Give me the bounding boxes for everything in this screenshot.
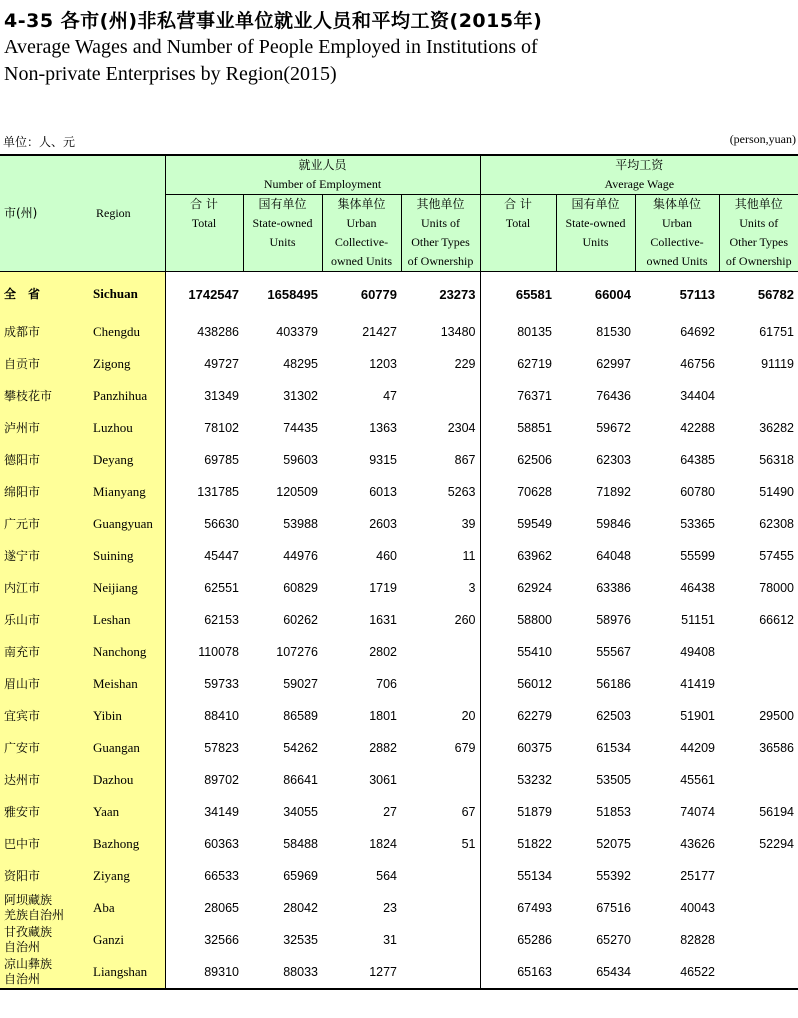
header-employment xyxy=(165,155,480,195)
header-wage-col-1-cn: 合 计 xyxy=(504,197,532,211)
value-cell: 66004 xyxy=(594,286,631,302)
region-name-en: Yibin xyxy=(84,700,165,732)
value-cell: 57823 xyxy=(165,732,243,764)
region-name-cn: 宜宾市 xyxy=(0,700,84,732)
value-cell: 438286 xyxy=(165,316,243,348)
value-cell: 1824 xyxy=(369,837,397,851)
region-name-en: Leshan xyxy=(84,604,165,636)
value-cell: 59027 xyxy=(283,677,318,691)
header-emp-col-2-cn: 国有单位 xyxy=(258,197,307,211)
header-emp-col-4 xyxy=(401,195,480,272)
region-name-cn: 攀枝花市 xyxy=(0,380,84,412)
header-wage-col-3 xyxy=(635,195,719,272)
value-cell: 63962 xyxy=(480,540,556,572)
header-wage-col-2-l1: State-owned xyxy=(565,216,626,230)
value-cell: 55410 xyxy=(480,636,556,668)
value-cell: 34149 xyxy=(165,796,243,828)
value-cell: 32535 xyxy=(283,933,318,947)
header-emp-col-1-cn: 合 计 xyxy=(190,197,218,211)
value-cell: 64385 xyxy=(680,453,715,467)
value-cell: 51151 xyxy=(681,613,715,627)
value-cell: 53232 xyxy=(480,764,556,796)
value-cell: 1719 xyxy=(369,581,397,595)
value-cell: 56782 xyxy=(757,286,794,302)
value-cell: 706 xyxy=(376,677,397,691)
table-row xyxy=(0,892,798,924)
value-cell: 62551 xyxy=(165,572,243,604)
value-cell: 91119 xyxy=(761,357,794,371)
value-cell: 88033 xyxy=(243,956,322,989)
value-cell: 86589 xyxy=(283,709,318,723)
value-cell: 63386 xyxy=(596,581,631,595)
value-cell: 59733 xyxy=(165,668,243,700)
value-cell: 62506 xyxy=(480,444,556,476)
value-cell: 49408 xyxy=(680,645,715,659)
value-cell: 65286 xyxy=(480,924,556,956)
value-cell: 62997 xyxy=(596,357,631,371)
table-row xyxy=(0,668,798,700)
region-name-cn: 自贡市 xyxy=(0,348,84,380)
value-cell: 110078 xyxy=(165,636,243,668)
header-emp-col-2-l1: State-owned xyxy=(252,216,313,230)
value-cell: 43626 xyxy=(680,837,715,851)
value-cell: 60375 xyxy=(480,732,556,764)
region-name-cn: 全 省 xyxy=(0,272,84,317)
value-cell xyxy=(719,668,798,700)
value-cell: 64048 xyxy=(596,549,631,563)
region-name-cn: 泸州市 xyxy=(0,412,84,444)
value-cell: 52294 xyxy=(759,837,794,851)
region-name-cn xyxy=(0,892,84,924)
region-name-en: Suining xyxy=(84,540,165,572)
value-cell: 59549 xyxy=(480,508,556,540)
value-cell xyxy=(719,380,798,412)
region-name-cn-line2: 自治州 xyxy=(4,940,41,954)
value-cell: 66612 xyxy=(759,613,794,627)
value-cell: 29500 xyxy=(759,709,794,723)
table-row xyxy=(0,540,798,572)
value-cell: 54262 xyxy=(283,741,318,755)
value-cell: 60363 xyxy=(165,828,243,860)
value-cell: 1742547 xyxy=(165,272,243,317)
region-name-en: Guangan xyxy=(84,732,165,764)
table-row xyxy=(0,476,798,508)
value-cell: 13480 xyxy=(440,325,476,339)
value-cell: 5263 xyxy=(447,485,476,499)
table-row xyxy=(0,348,798,380)
value-cell: 60779 xyxy=(360,286,397,302)
header-wage-col-4-l3: of Ownership xyxy=(725,254,792,268)
region-name-cn: 绵阳市 xyxy=(0,476,84,508)
value-cell: 67516 xyxy=(596,901,631,915)
value-cell: 55134 xyxy=(480,860,556,892)
value-cell: 31302 xyxy=(283,389,318,403)
region-name-cn: 巴中市 xyxy=(0,828,84,860)
value-cell: 45447 xyxy=(165,540,243,572)
value-cell: 1631 xyxy=(369,613,397,627)
region-name-en: Deyang xyxy=(84,444,165,476)
value-cell: 58800 xyxy=(480,604,556,636)
region-name-cn: 内江市 xyxy=(0,572,84,604)
value-cell: 23273 xyxy=(439,286,476,302)
header-wage-col-2-cn: 国有单位 xyxy=(571,197,620,211)
header-emp-col-3-l3: owned Units xyxy=(331,254,392,268)
value-cell: 34055 xyxy=(283,805,318,819)
value-cell: 65434 xyxy=(556,956,635,989)
value-cell: 120509 xyxy=(276,485,318,499)
value-cell: 65270 xyxy=(596,933,631,947)
value-cell: 53365 xyxy=(680,517,715,531)
region-name-en: Dazhou xyxy=(84,764,165,796)
header-wage-col-1-l1: Total xyxy=(505,216,531,230)
value-cell: 3061 xyxy=(369,773,397,787)
value-cell: 59603 xyxy=(283,453,318,467)
header-emp-col-1 xyxy=(165,195,243,272)
value-cell: 55392 xyxy=(596,869,631,883)
value-cell: 46756 xyxy=(680,357,715,371)
table-row xyxy=(0,764,798,796)
value-cell: 62303 xyxy=(596,453,631,467)
value-cell: 65581 xyxy=(480,272,556,317)
value-cell: 51822 xyxy=(480,828,556,860)
value-cell: 58976 xyxy=(596,613,631,627)
page-title-en-line2: Non-private Enterprises by Region(2015) xyxy=(4,63,337,85)
value-cell: 89702 xyxy=(165,764,243,796)
value-cell: 61534 xyxy=(596,741,631,755)
value-cell: 1363 xyxy=(369,421,397,435)
table-row xyxy=(0,316,798,348)
value-cell: 51 xyxy=(461,837,476,851)
value-cell: 460 xyxy=(376,549,397,563)
value-cell: 65163 xyxy=(480,956,556,989)
value-cell: 58488 xyxy=(283,837,318,851)
value-cell: 229 xyxy=(454,357,476,371)
value-cell: 23 xyxy=(383,901,397,915)
value-cell: 57113 xyxy=(679,286,715,302)
value-cell: 89310 xyxy=(165,956,243,989)
header-emp-col-2-l2: Units xyxy=(269,235,296,249)
region-name-en: Panzhihua xyxy=(84,380,165,412)
region-name-cn-line2: 羌族自治州 xyxy=(4,908,65,922)
header-wage-col-2 xyxy=(556,195,635,272)
table-row xyxy=(0,860,798,892)
value-cell xyxy=(401,668,480,700)
region-name-cn-line1: 阿坝藏族 xyxy=(4,893,53,907)
value-cell xyxy=(401,380,480,412)
header-emp-col-3 xyxy=(322,195,401,272)
value-cell xyxy=(719,860,798,892)
region-name-en: Sichuan xyxy=(84,272,165,317)
value-cell xyxy=(401,924,480,956)
header-region-en: Region xyxy=(84,155,165,272)
region-name-cn: 南充市 xyxy=(0,636,84,668)
region-name-en: Mianyang xyxy=(84,476,165,508)
region-name-en: Nanchong xyxy=(84,636,165,668)
value-cell: 47 xyxy=(383,389,397,403)
header-emp-col-1-l1: Total xyxy=(191,216,217,230)
region-name-en: Zigong xyxy=(84,348,165,380)
value-cell: 6013 xyxy=(369,485,397,499)
value-cell: 66533 xyxy=(165,860,243,892)
value-cell: 69785 xyxy=(165,444,243,476)
region-name-cn: 乐山市 xyxy=(0,604,84,636)
table-row xyxy=(0,444,798,476)
region-name-en: Yaan xyxy=(84,796,165,828)
region-name-en: Ziyang xyxy=(84,860,165,892)
value-cell: 56630 xyxy=(165,508,243,540)
value-cell: 51853 xyxy=(596,805,631,819)
header-wage-col-4-l1: Units of xyxy=(739,216,779,230)
value-cell: 58851 xyxy=(480,412,556,444)
value-cell: 31 xyxy=(383,933,397,947)
value-cell xyxy=(401,860,480,892)
table-row xyxy=(0,796,798,828)
header-employment-cn: 就业人员 xyxy=(298,158,347,172)
table-row xyxy=(0,700,798,732)
value-cell: 44209 xyxy=(680,741,715,755)
header-emp-col-3-cn: 集体单位 xyxy=(337,197,386,211)
value-cell: 86641 xyxy=(283,773,318,787)
table-row xyxy=(0,636,798,668)
value-cell: 49727 xyxy=(165,348,243,380)
region-name-cn: 广元市 xyxy=(0,508,84,540)
header-emp-col-3-l1: Urban xyxy=(346,216,377,230)
value-cell: 53505 xyxy=(596,773,631,787)
value-cell: 78102 xyxy=(165,412,243,444)
header-wage-en: Average Wage xyxy=(604,177,675,191)
value-cell xyxy=(401,956,480,989)
value-cell: 36282 xyxy=(759,421,794,435)
region-name-cn xyxy=(0,956,84,989)
region-name-cn: 雅安市 xyxy=(0,796,84,828)
value-cell: 44976 xyxy=(283,549,318,563)
value-cell: 39 xyxy=(461,517,476,531)
value-cell: 1277 xyxy=(322,956,401,989)
region-name-cn: 广安市 xyxy=(0,732,84,764)
header-wage-col-1 xyxy=(480,195,556,272)
region-name-en: Aba xyxy=(84,892,165,924)
value-cell: 64692 xyxy=(680,325,715,339)
value-cell: 82828 xyxy=(680,933,715,947)
header-emp-col-4-cn: 其他单位 xyxy=(416,197,465,211)
value-cell: 60262 xyxy=(283,613,318,627)
value-cell: 48295 xyxy=(283,357,318,371)
value-cell xyxy=(719,924,798,956)
region-name-cn: 资阳市 xyxy=(0,860,84,892)
value-cell: 80135 xyxy=(480,316,556,348)
region-name-en: Liangshan xyxy=(84,956,165,989)
header-region-cn: 市(州) xyxy=(0,155,84,272)
value-cell: 60829 xyxy=(283,581,318,595)
value-cell xyxy=(719,636,798,668)
value-cell: 62308 xyxy=(759,517,794,531)
value-cell: 28042 xyxy=(283,901,318,915)
region-name-en: Guangyuan xyxy=(84,508,165,540)
value-cell: 62153 xyxy=(165,604,243,636)
value-cell: 51879 xyxy=(480,796,556,828)
value-cell: 76436 xyxy=(596,389,631,403)
value-cell: 46522 xyxy=(635,956,719,989)
value-cell: 31349 xyxy=(165,380,243,412)
value-cell: 52075 xyxy=(596,837,631,851)
region-name-cn: 眉山市 xyxy=(0,668,84,700)
value-cell: 28065 xyxy=(165,892,243,924)
header-wage-col-3-cn: 集体单位 xyxy=(652,197,701,211)
value-cell: 34404 xyxy=(680,389,715,403)
header-emp-col-4-l1: Units of xyxy=(421,216,460,230)
value-cell: 56012 xyxy=(480,668,556,700)
region-name-cn-line2: 自治州 xyxy=(4,972,41,986)
value-cell: 41419 xyxy=(680,677,715,691)
value-cell xyxy=(401,892,480,924)
header-employment-en: Number of Employment xyxy=(263,177,382,191)
value-cell: 36586 xyxy=(759,741,794,755)
value-cell: 9315 xyxy=(369,453,397,467)
header-emp-col-2 xyxy=(243,195,322,272)
value-cell: 45561 xyxy=(680,773,715,787)
header-wage-col-4-cn: 其他单位 xyxy=(734,197,783,211)
value-cell xyxy=(401,764,480,796)
region-name-en: Neijiang xyxy=(84,572,165,604)
unit-label-en: (person,yuan) xyxy=(729,132,796,146)
value-cell: 2304 xyxy=(447,421,476,435)
header-emp-col-3-l2: Collective- xyxy=(334,235,389,249)
value-cell: 55567 xyxy=(596,645,631,659)
value-cell: 25177 xyxy=(680,869,715,883)
value-cell: 62503 xyxy=(596,709,631,723)
value-cell: 57455 xyxy=(759,549,794,563)
value-cell: 42288 xyxy=(680,421,715,435)
region-name-en: Bazhong xyxy=(84,828,165,860)
table-row xyxy=(0,412,798,444)
table-row xyxy=(0,604,798,636)
header-wage-col-4 xyxy=(719,195,798,272)
table-row xyxy=(0,380,798,412)
value-cell: 56318 xyxy=(759,453,794,467)
value-cell: 867 xyxy=(454,453,476,467)
value-cell: 76371 xyxy=(480,380,556,412)
value-cell: 46438 xyxy=(680,581,715,595)
value-cell: 2882 xyxy=(369,741,397,755)
value-cell: 40043 xyxy=(680,901,715,915)
region-name-en: Luzhou xyxy=(84,412,165,444)
value-cell: 70628 xyxy=(480,476,556,508)
value-cell: 60780 xyxy=(680,485,715,499)
value-cell: 62924 xyxy=(480,572,556,604)
value-cell: 62279 xyxy=(480,700,556,732)
value-cell: 59672 xyxy=(596,421,631,435)
region-name-cn-line1: 凉山彝族 xyxy=(4,957,53,971)
value-cell xyxy=(719,764,798,796)
value-cell: 27 xyxy=(383,805,397,819)
region-name-cn-line1: 甘孜藏族 xyxy=(4,925,53,939)
header-wage-col-3-l2: Collective- xyxy=(650,235,704,249)
value-cell: 62719 xyxy=(480,348,556,380)
value-cell: 51901 xyxy=(680,709,715,723)
region-name-en: Meishan xyxy=(84,668,165,700)
table-row xyxy=(0,924,798,956)
value-cell: 107276 xyxy=(276,645,318,659)
unit-label-cn: 单位：人、元 xyxy=(3,135,76,149)
table-row xyxy=(0,732,798,764)
table-row xyxy=(0,508,798,540)
value-cell: 55599 xyxy=(680,549,715,563)
value-cell: 67 xyxy=(461,805,476,819)
region-name-cn: 德阳市 xyxy=(0,444,84,476)
value-cell: 564 xyxy=(376,869,397,883)
region-name-cn: 遂宁市 xyxy=(0,540,84,572)
value-cell: 21427 xyxy=(362,325,397,339)
page-title-cn: 4-35 各市(州)非私营事业单位就业人员和平均工资(2015年) xyxy=(4,10,543,32)
table-row-total xyxy=(0,272,798,317)
header-wage-col-2-l2: Units xyxy=(582,235,609,249)
header-wage xyxy=(480,155,798,195)
value-cell: 20 xyxy=(461,709,476,723)
header-emp-col-4-l2: Other Types xyxy=(411,235,470,249)
region-name-en: Ganzi xyxy=(84,924,165,956)
value-cell: 11 xyxy=(462,549,476,563)
region-name-en: Chengdu xyxy=(84,316,165,348)
region-name-cn: 达州市 xyxy=(0,764,84,796)
value-cell: 78000 xyxy=(759,581,794,595)
table-row xyxy=(0,828,798,860)
value-cell: 1203 xyxy=(369,357,397,371)
region-name-cn: 成都市 xyxy=(0,316,84,348)
value-cell xyxy=(719,956,798,989)
value-cell: 74074 xyxy=(680,805,715,819)
value-cell: 53988 xyxy=(283,517,318,531)
header-wage-col-3-l3: owned Units xyxy=(646,254,708,268)
data-table xyxy=(0,154,798,990)
value-cell: 71892 xyxy=(596,485,631,499)
value-cell: 2802 xyxy=(369,645,397,659)
header-wage-col-4-l2: Other Types xyxy=(729,235,789,249)
value-cell: 56186 xyxy=(596,677,631,691)
value-cell: 74435 xyxy=(283,421,318,435)
header-wage-cn: 平均工资 xyxy=(615,158,664,172)
value-cell: 81530 xyxy=(596,325,631,339)
value-cell: 3 xyxy=(468,581,476,595)
value-cell: 65969 xyxy=(283,869,318,883)
value-cell: 403379 xyxy=(276,325,318,339)
value-cell: 59846 xyxy=(596,517,631,531)
table-row xyxy=(0,572,798,604)
value-cell: 679 xyxy=(454,741,476,755)
header-emp-col-4-l3: of Ownership xyxy=(407,254,474,268)
region-name-cn xyxy=(0,924,84,956)
value-cell: 32566 xyxy=(165,924,243,956)
value-cell: 1658495 xyxy=(267,286,318,302)
value-cell: 131785 xyxy=(165,476,243,508)
table-row xyxy=(0,956,798,989)
value-cell: 88410 xyxy=(165,700,243,732)
value-cell: 2603 xyxy=(369,517,397,531)
value-cell: 51490 xyxy=(759,485,794,499)
value-cell: 61751 xyxy=(759,325,794,339)
value-cell xyxy=(401,636,480,668)
header-wage-col-3-l1: Urban xyxy=(662,216,692,230)
value-cell: 67493 xyxy=(480,892,556,924)
page-title-en-line1: Average Wages and Number of People Employed in Institutions of xyxy=(4,36,538,58)
value-cell xyxy=(719,892,798,924)
value-cell: 56194 xyxy=(759,805,794,819)
value-cell: 260 xyxy=(454,613,476,627)
value-cell: 1801 xyxy=(369,709,397,723)
